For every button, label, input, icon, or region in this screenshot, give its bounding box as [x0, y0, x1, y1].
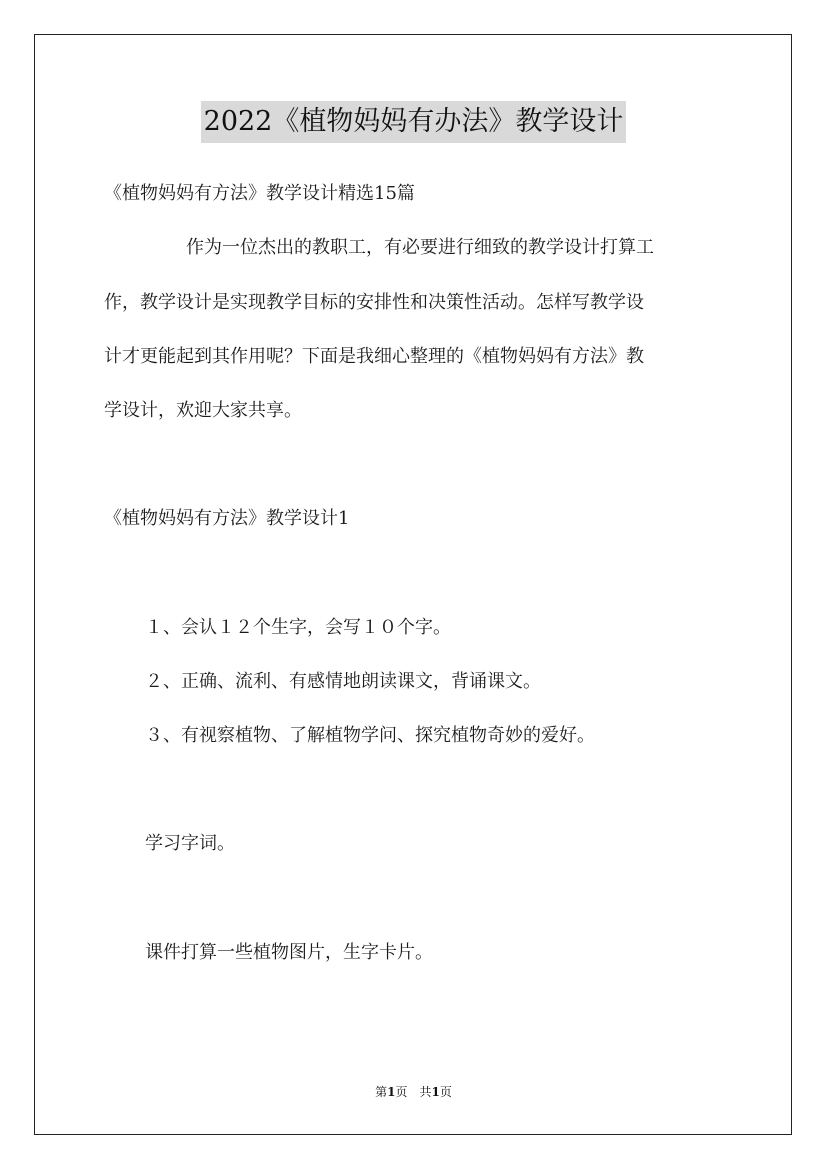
footer-prefix: 第	[375, 1085, 388, 1099]
preparation-line: 课件打算一些植物图片，生字卡片。	[145, 942, 433, 963]
intro-line-4: 学设计，欢迎大家共享。	[104, 400, 302, 421]
footer-page-total: 1	[431, 1085, 440, 1099]
footer-suffix: 页	[439, 1085, 452, 1099]
intro-line-2: 作，教学设计是实现教学目标的安排性和决策性活动。怎样写教学设	[104, 292, 644, 313]
intro-line-1: 作为一位杰出的教职工，有必要进行细致的教学设计打算工	[186, 237, 654, 258]
footer-page-current: 1	[387, 1085, 396, 1099]
objective-item-3: ３、有视察植物、了解植物学问、探究植物奇妙的爱好。	[145, 725, 595, 746]
focus-line: 学习字词。	[145, 833, 235, 854]
objective-item-1: １、会认１２个生字，会写１０个字。	[145, 617, 451, 638]
title-container	[0, 101, 827, 143]
intro-line-3: 计才更能起到其作用呢？下面是我细心整理的《植物妈妈有方法》教	[104, 346, 644, 367]
document-subtitle: 《植物妈妈有方法》教学设计精选15篇	[104, 183, 415, 204]
footer-mid: 页 共	[395, 1085, 432, 1099]
objective-item-2: ２、正确、流利、有感情地朗读课文，背诵课文。	[145, 671, 541, 692]
page-footer	[0, 1084, 827, 1100]
section-heading: 《植物妈妈有方法》教学设计1	[104, 508, 350, 529]
document-title: 2022《植物妈妈有办法》教学设计	[201, 101, 627, 143]
